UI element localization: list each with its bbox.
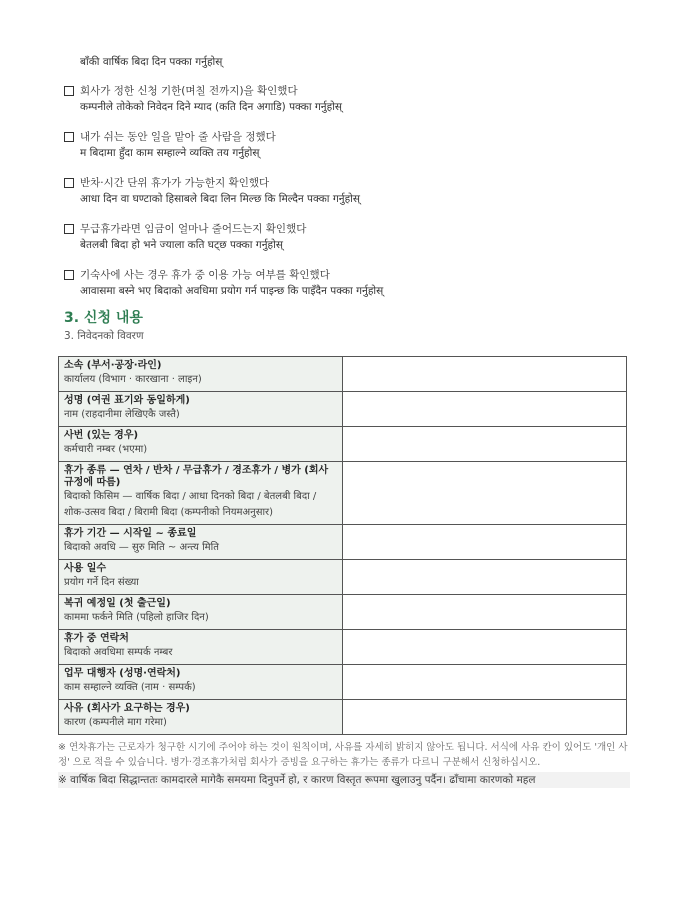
form-label-cell — [59, 525, 343, 560]
checklist-item-ko: 무급휴가라면 임금이 얼마나 줄어드는지 확인했다 — [80, 223, 307, 235]
note-ko: ※ 연차휴가는 근로자가 청구한 시기에 주어야 하는 것이 원칙이며, 사유를 자세히 밝히지 않아도 됩니다. 서식에 사유 칸이 있어도 '개인 사정' 으로 적을 수 있습니다. 병가·경조휴가처럼 회사가 증빙을 요구하는 휴가는 종류가 다르니 구분해서 신청하십시오. — [58, 742, 628, 768]
form-input-cell-days-used[interactable] — [343, 560, 627, 595]
notes — [58, 740, 630, 788]
form-input-cell-leave-period[interactable] — [343, 525, 627, 560]
form-row — [59, 665, 627, 700]
form-row — [59, 560, 627, 595]
form-label-cell — [59, 665, 343, 700]
form-label-ne: नाम (राहदानीमा लेखिएकै जस्तै) — [64, 409, 180, 420]
checkbox[interactable] — [64, 224, 74, 234]
form-label-ko: 복귀 예정일 (첫 출근일) — [64, 598, 171, 609]
form-label-ko: 휴가 기간 — 시작일 ~ 종료일 — [64, 528, 197, 539]
form-label-cell — [59, 462, 343, 525]
form-row — [59, 525, 627, 560]
form-label-cell — [59, 427, 343, 462]
form-label-ne: बिदाको अवधिमा सम्पर्क नम्बर — [64, 647, 173, 658]
checklist-item-ne: म बिदामा हुँदा काम सम्हाल्ने व्यक्ति तय गर्नुहोस् — [80, 147, 260, 159]
checklist-item-ne: कम्पनीले तोकेको निवेदन दिने म्याद (कति दिन अगाडि) पक्का गर्नुहोस् — [80, 101, 343, 113]
form-label-ne: कार्यालय (विभाग · कारखाना · लाइन) — [64, 374, 202, 385]
form-label-cell — [59, 595, 343, 630]
form-row — [59, 630, 627, 665]
form-input-cell-reason[interactable] — [343, 700, 627, 735]
form-label-ne: प्रयोग गर्ने दिन संख्या — [64, 577, 139, 588]
form-label-cell — [59, 700, 343, 735]
form-input-cell-contact[interactable] — [343, 630, 627, 665]
form-label-ko: 사용 일수 — [64, 563, 107, 574]
form-label-cell — [59, 560, 343, 595]
form-label-cell — [59, 630, 343, 665]
checkbox[interactable] — [64, 132, 74, 142]
form-label-ko: 휴가 중 연락처 — [64, 633, 129, 644]
section-title: 3. 신청 내용 — [64, 310, 143, 326]
form-label-ko: 성명 (여권 표기와 동일하게) — [64, 395, 190, 406]
checklist-continuation-text: बाँकी वार्षिक बिदा दिन पक्का गर्नुहोस् — [80, 56, 223, 68]
form-label-ko: 휴가 종류 — 연차 / 반차 / 무급휴가 / 경조휴가 / 병가 (회사 규정에 따름) — [64, 465, 329, 488]
form-label-ko: 업무 대행자 (성명·연락처) — [64, 668, 181, 679]
checklist-item-ko: 기숙사에 사는 경우 휴가 중 이용 가능 여부를 확인했다 — [80, 269, 330, 281]
checklist-item-ne: बेतलबी बिदा हो भने ज्याला कति घट्छ पक्का गर्नुहोस् — [80, 239, 283, 251]
checkbox[interactable] — [64, 178, 74, 188]
form-row — [59, 462, 627, 525]
form-label-ko: 사번 (있는 경우) — [64, 430, 139, 441]
form-row — [59, 392, 627, 427]
form-label-ne: बिदाको अवधि — सुरु मिति ~ अन्त्य मिति — [64, 542, 219, 553]
form-input-cell-name[interactable] — [343, 392, 627, 427]
form-label-cell — [59, 392, 343, 427]
form-row — [59, 700, 627, 735]
checklist-item — [64, 221, 644, 253]
application-form-table — [58, 356, 627, 735]
form-label-cell — [59, 357, 343, 392]
checklist-item — [64, 267, 644, 299]
form-input-cell-substitute[interactable] — [343, 665, 627, 700]
checkbox[interactable] — [64, 270, 74, 280]
checklist — [64, 83, 644, 313]
form-row — [59, 427, 627, 462]
note-ne: ※ वार्षिक बिदा सिद्धान्ततः कामदारले मागेकै समयमा दिनुपर्ने हो, र कारण विस्तृत रूपमा खुलाउनु पर्दैन। ढाँचामा कारणको महल — [58, 772, 630, 788]
form-label-ko: 사유 (회사가 요구하는 경우) — [64, 703, 190, 714]
form-label-ne: काममा फर्कने मिति (पहिलो हाजिर दिन) — [64, 612, 209, 623]
form-input-cell-department[interactable] — [343, 357, 627, 392]
form-label-ne: बिदाको किसिम — वार्षिक बिदा / आधा दिनको बिदा / बेतलबी बिदा / शोक-उत्सव बिदा / बिरामी बिदा (कम्पनीको नियमअनुसार) — [64, 491, 317, 518]
section-subtitle: 3. निवेदनको विवरण — [64, 330, 144, 342]
checklist-item-ko: 회사가 정한 신청 기한(며칠 전까지)을 확인했다 — [80, 85, 298, 97]
checklist-item-ko: 반차·시간 단위 휴가가 가능한지 확인했다 — [80, 177, 270, 189]
checklist-item — [64, 175, 644, 207]
form-label-ne: कर्मचारी नम्बर (भएमा) — [64, 444, 148, 455]
form-input-cell-return-date[interactable] — [343, 595, 627, 630]
form-label-ne: काम सम्हाल्ने व्यक्ति (नाम · सम्पर्क) — [64, 682, 196, 693]
checklist-item-ko: 내가 쉬는 동안 일을 맡아 줄 사람을 정했다 — [80, 131, 276, 143]
form-input-cell-employee-number[interactable] — [343, 427, 627, 462]
checklist-item-ne: आधा दिन वा घण्टाको हिसाबले बिदा लिन मिल्छ कि मिल्दैन पक्का गर्नुहोस् — [80, 193, 360, 205]
checklist-item-ne: आवासमा बस्ने भए बिदाको अवधिमा प्रयोग गर्न पाइन्छ कि पाइँदैन पक्का गर्नुहोस् — [80, 285, 384, 297]
checklist-item — [64, 83, 644, 115]
form-label-ne: कारण (कम्पनीले माग गरेमा) — [64, 717, 167, 728]
form-row — [59, 595, 627, 630]
form-input-cell-leave-type[interactable] — [343, 462, 627, 525]
checklist-item — [64, 129, 644, 161]
form-label-ko: 소속 (부서·공장·라인) — [64, 360, 162, 371]
checkbox[interactable] — [64, 86, 74, 96]
form-row — [59, 357, 627, 392]
